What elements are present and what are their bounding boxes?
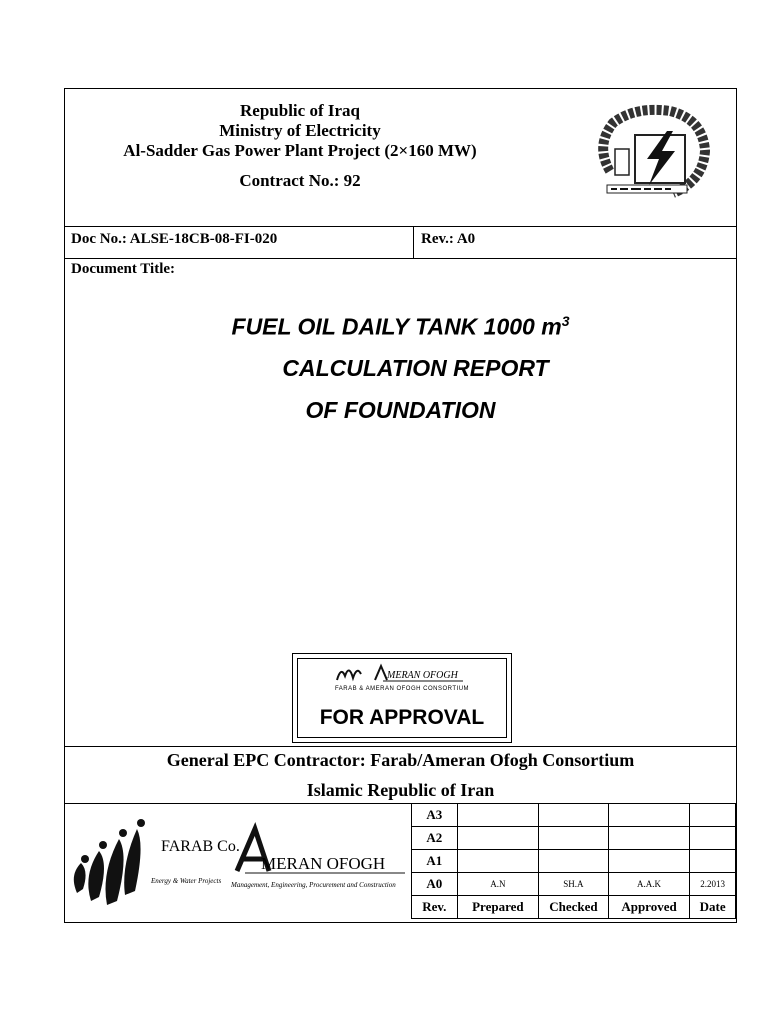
title-line-1: FUEL OIL DAILY TANK 1000 $m^3$ <box>231 313 570 340</box>
revision-row <box>412 873 736 896</box>
document-title-label: Document Title: <box>71 261 176 277</box>
revision-row <box>412 804 736 827</box>
revision-cell-prepared <box>457 804 538 827</box>
svg-text:MERAN OFOGH: MERAN OFOGH <box>261 854 386 873</box>
country-iran-line: Islamic Republic of Iran <box>306 780 495 800</box>
revision-header-rev: Rev. <box>412 896 458 919</box>
ministry-line: Ministry of Electricity <box>219 121 381 140</box>
contractor-line: General EPC Contractor: Farab/Ameran Ofogh Consortium <box>166 750 635 770</box>
header-block <box>65 101 535 191</box>
approval-text: FOR APPROVAL <box>319 706 485 729</box>
country-line: Republic of Iraq <box>240 101 360 120</box>
revision-cell-prepared: A.N <box>457 873 538 896</box>
doc-number: Doc No.: ALSE-18CB-08-FI-020 <box>71 231 278 247</box>
ministry-logo-icon <box>585 101 715 201</box>
revision-cell-prepared <box>457 850 538 873</box>
revision-cell-date <box>690 850 736 873</box>
svg-text:Energy & Water Projects: Energy & Water Projects <box>151 877 222 885</box>
revision-header-approved: Approved <box>608 896 690 919</box>
revision-cell-rev: A2 <box>412 827 458 850</box>
revision-cell-date: 2.2013 <box>690 873 736 896</box>
revision-cell-approved <box>608 850 690 873</box>
revision-cell-rev: A1 <box>412 850 458 873</box>
title-line-3: OF FOUNDATION <box>305 397 496 423</box>
revision-header-checked: Checked <box>539 896 609 919</box>
revision-header-row <box>412 896 736 919</box>
contract-number: Contract No.: 92 <box>239 171 361 190</box>
consortium-logo-icon <box>333 662 473 684</box>
svg-text:FARAB Co.: FARAB Co. <box>161 838 240 855</box>
consortium-text: FARAB & AMERAN OFOGH CONSORTIUM <box>334 686 470 692</box>
revision-cell-approved: A.A.K <box>608 873 690 896</box>
revision-cell-checked <box>539 827 609 850</box>
revision-cell-approved <box>608 804 690 827</box>
revision-row <box>412 827 736 850</box>
project-line: Al-Sadder Gas Power Plant Project (2×160 MW) <box>123 141 477 160</box>
revision-cell-date <box>690 804 736 827</box>
svg-text:MERAN OFOGH: MERAN OFOGH <box>387 670 458 681</box>
revision-table <box>411 803 736 919</box>
revision-cell-rev: A3 <box>412 804 458 827</box>
cover-sheet-frame <box>64 88 737 923</box>
revision-row <box>412 850 736 873</box>
company-logos-icon <box>65 805 411 923</box>
revision-label: Rev.: A0 <box>421 231 476 247</box>
title-superscript: 3 <box>561 313 570 329</box>
revision-cell-prepared <box>457 827 538 850</box>
revision-header-prepared: Prepared <box>457 896 538 919</box>
revision-cell-checked <box>539 850 609 873</box>
revision-cell-approved <box>608 827 690 850</box>
revision-cell-checked <box>539 804 609 827</box>
revision-cell-rev: A0 <box>412 873 458 896</box>
approval-stamp <box>292 653 512 743</box>
revision-header-date: Date <box>690 896 736 919</box>
revision-cell-checked: SH.A <box>539 873 609 896</box>
revision-cell-date <box>690 827 736 850</box>
svg-text:Management, Engineering, Procu: Management, Engineering, Procurement and Construction <box>231 881 396 889</box>
title-line-2: CALCULATION REPORT <box>282 355 549 381</box>
